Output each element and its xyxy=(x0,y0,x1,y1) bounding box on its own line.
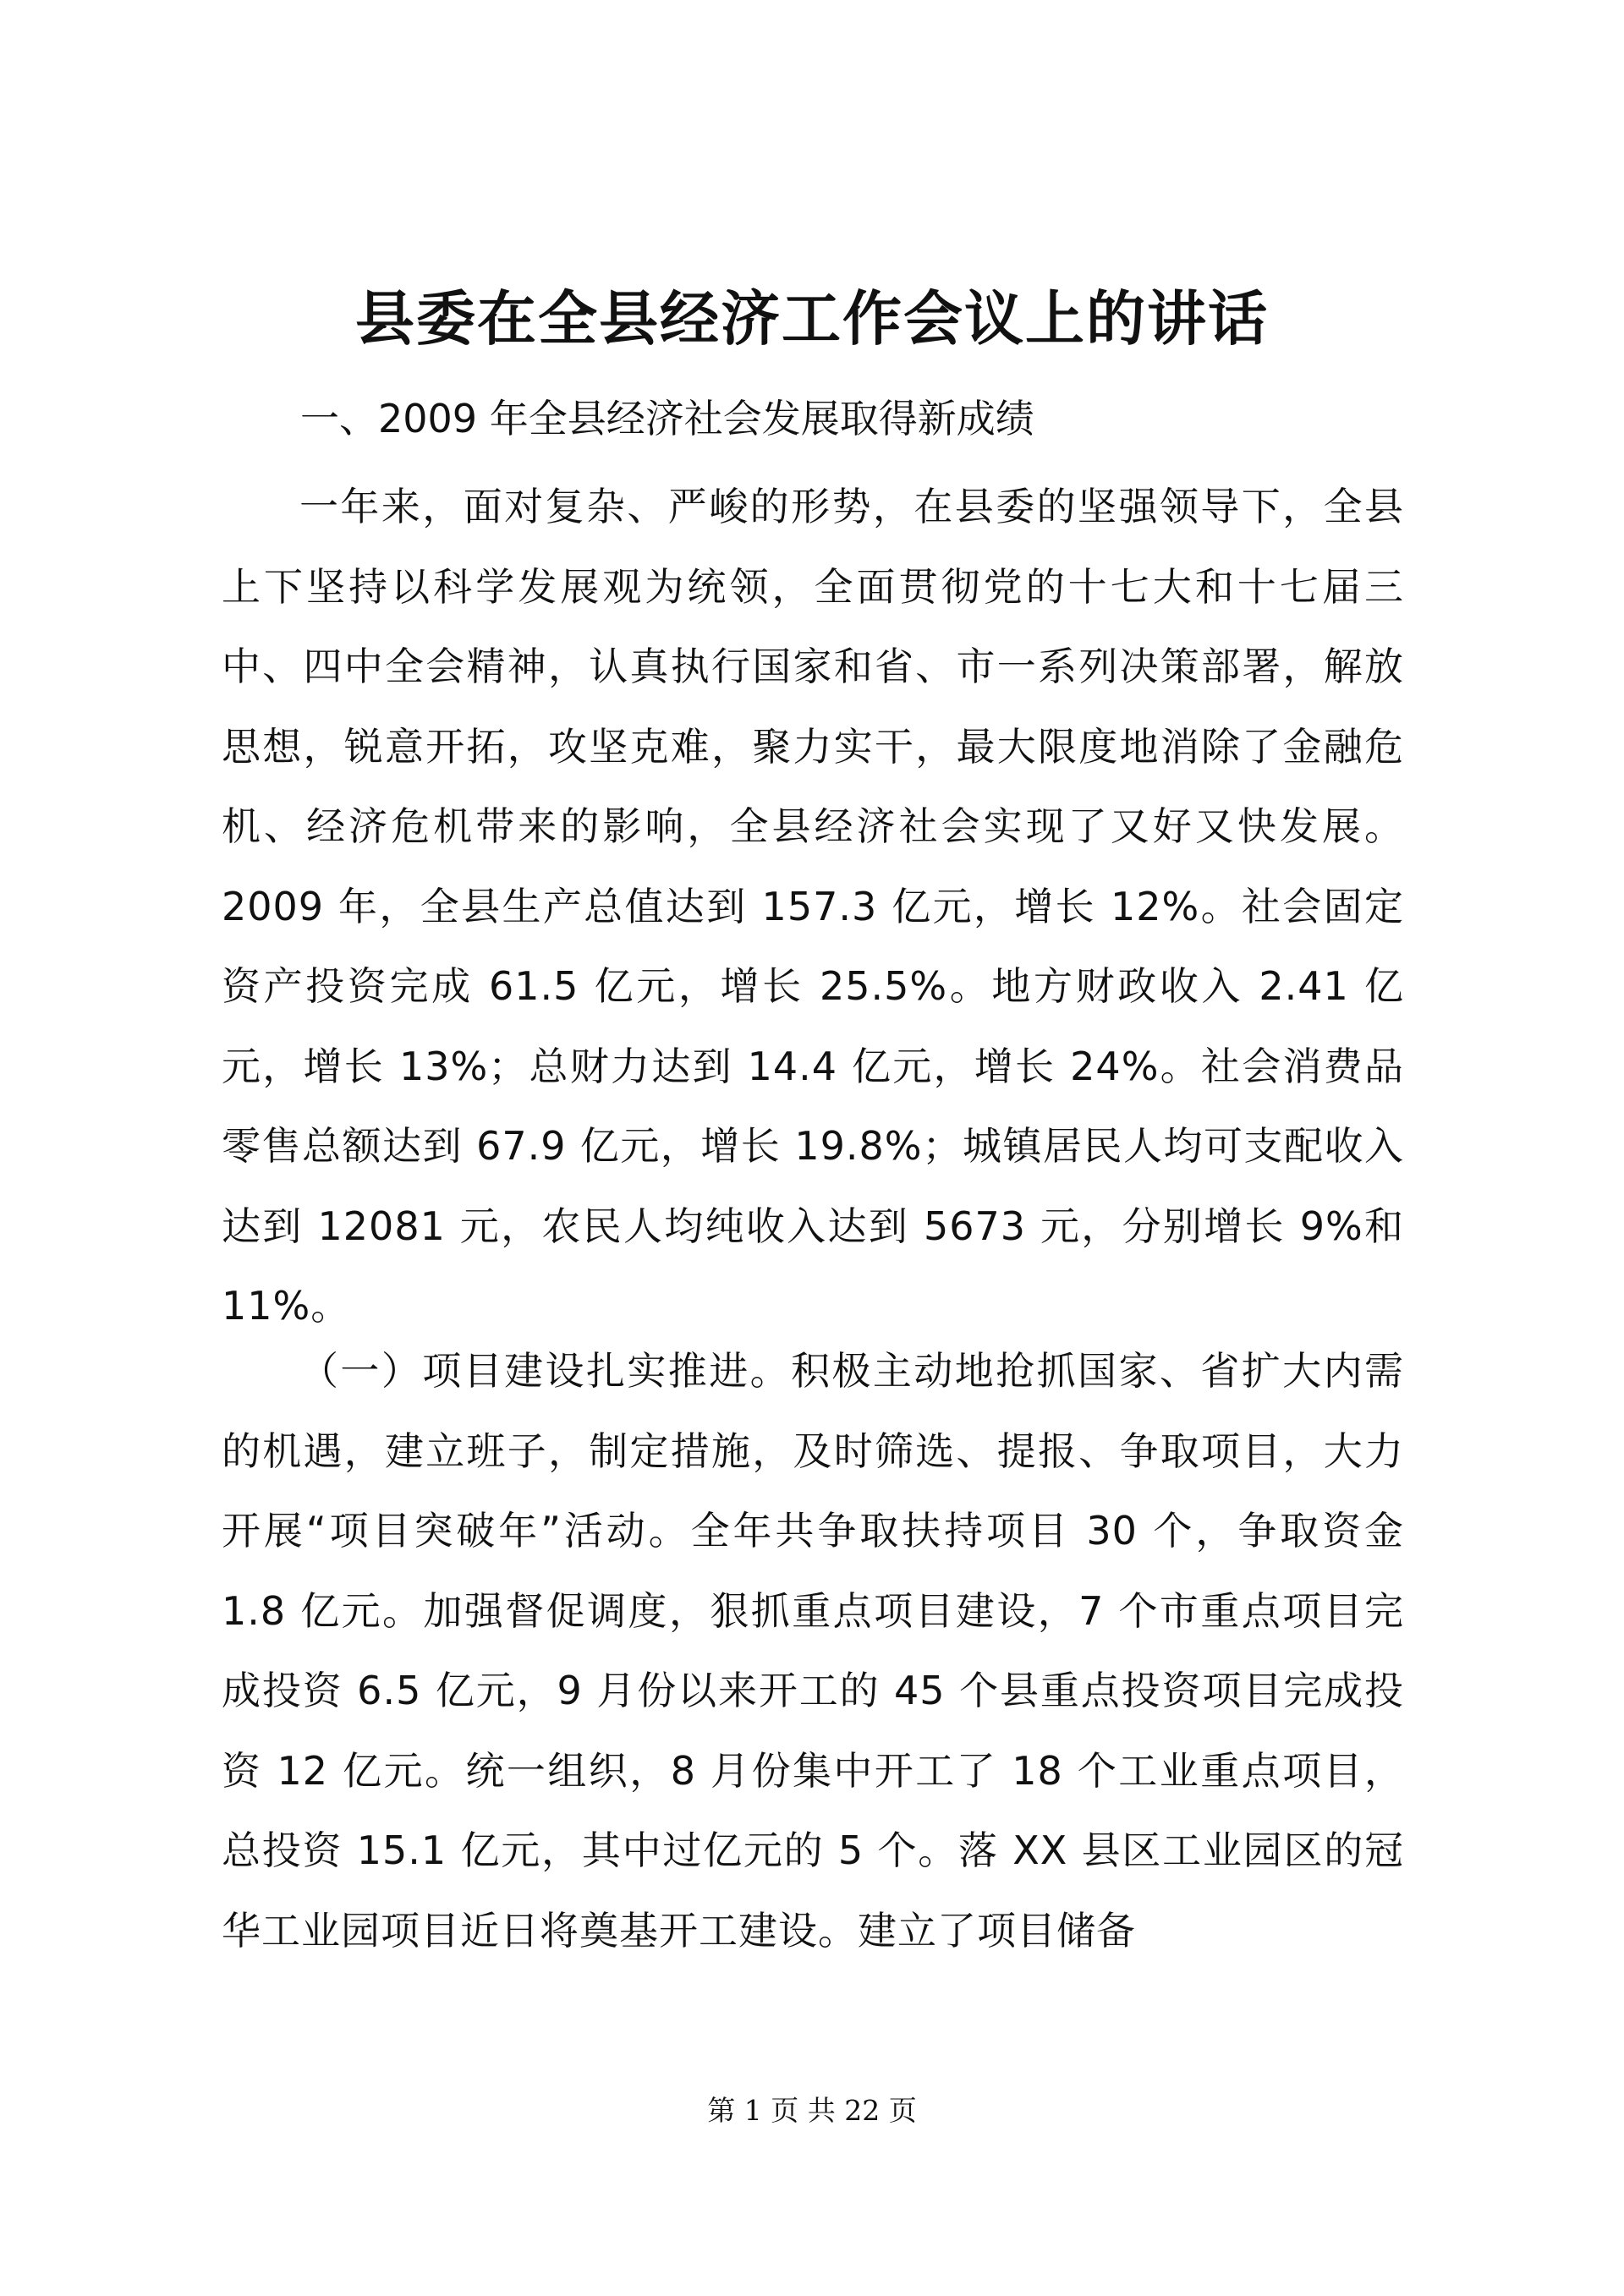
page-number-footer: 第 1 页 共 22 页 xyxy=(707,2094,917,2127)
document-title: 县委在全县经济工作会议上的讲话 xyxy=(355,283,1269,353)
body-paragraph-1: 一年来，面对复杂、严峻的形势，在县委的坚强领导下，全县上下坚持以科学发展观为统领，全面贯彻党的十七大和十七届三中、四中全会精神，认真执行国家和省、市一系列决策部署，解放思想，锐意开拓，攻坚克难，聚力实干，最大限度地消除了金融危机、经济危机带来的影响，全县经济社会实现了又好又快发展。2009 年，全县生产总值达到 157.3 亿元，增长 12%。社会固定资产投资完成 61.5 亿元，增长 25.5%。地方财政收入 2.41 亿元，增长 13%；总财力达到 14.4 亿元，增长 24%。社会消费品零售总额达到 67.9 亿元，增长 19.8%；城镇居民人均可支配收入达到 12081 元，农民人均纯收入达到 5673 元，分别增长 9%和 11%。 xyxy=(222,484,1404,1329)
section-heading: 一、2009 年全县经济社会发展取得新成绩 xyxy=(300,396,1034,441)
body-paragraph-2: （一）项目建设扎实推进。积极主动地抢抓国家、省扩大内需的机遇，建立班子，制定措施，及时筛选、提报、争取项目，大力开展“项目突破年”活动。全年共争取扶持项目 30 个，争取资金 1.8 亿元。加强督促调度，狠抓重点项目建设，7 个市重点项目完成投资 6.5 亿元，9 月份以来开工的 45 个县重点投资项目完成投资 12 亿元。统一组织，8 月份集中开工了 18 个工业重点项目，总投资 15.1 亿元，其中过亿元的 5 个。落 XX 县区工业园区的冠华工业园项目近日将奠基开工建设。建立了项目储备 xyxy=(222,1348,1404,1954)
